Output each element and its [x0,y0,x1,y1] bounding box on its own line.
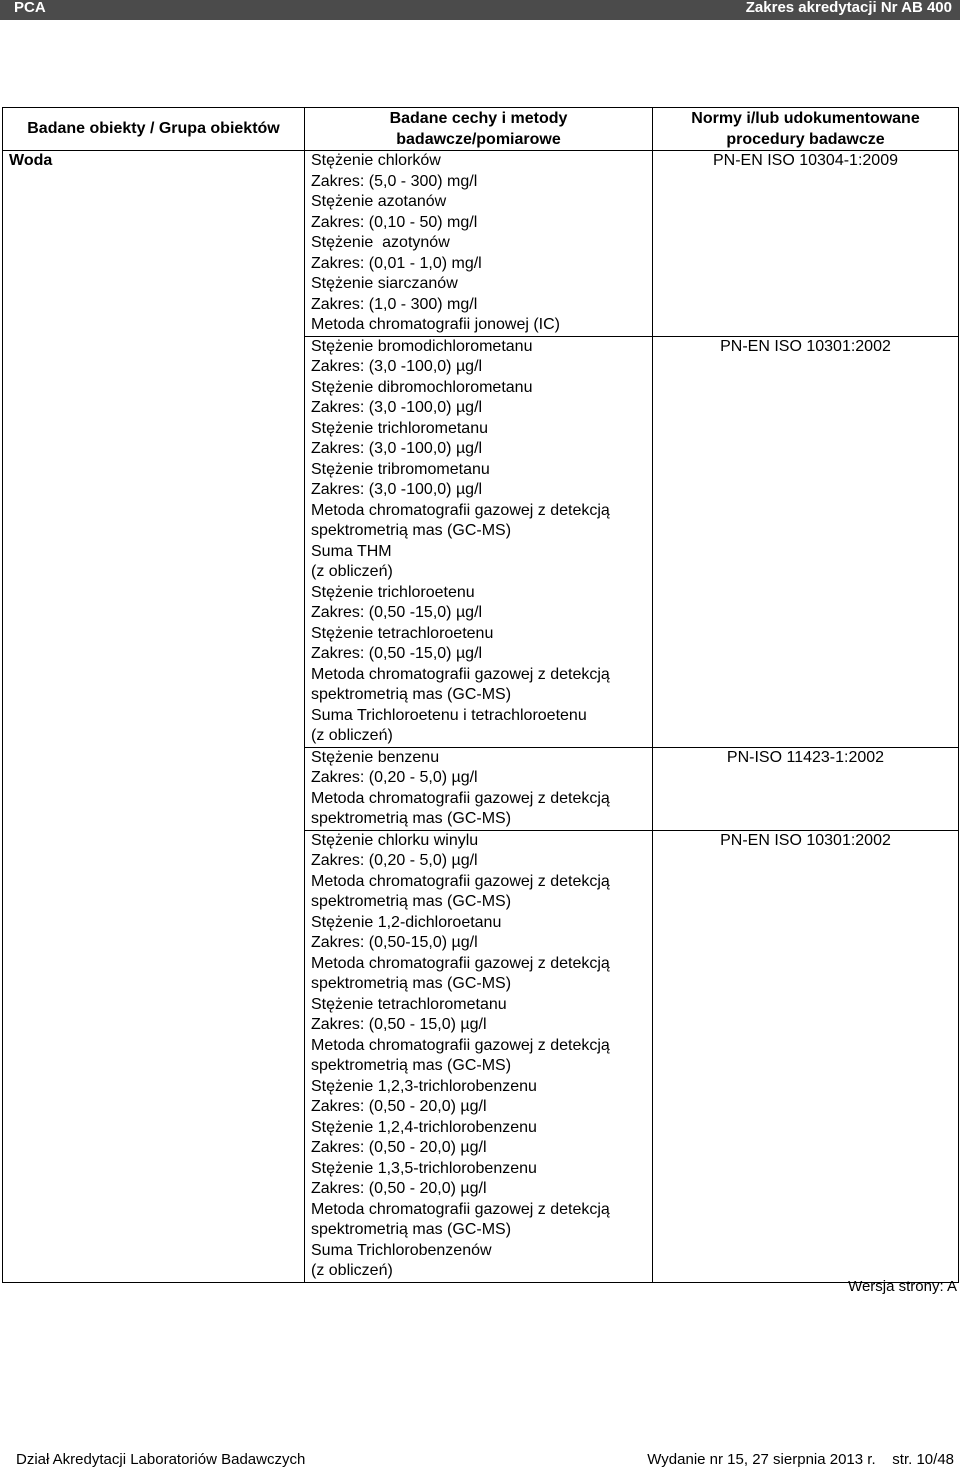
footer-edition: Wydanie nr 15, 27 sierpnia 2013 r. str. 10/48 [647,1451,954,1468]
method-line: Stężenie tetrachlorometanu [311,995,507,1013]
method-line: Suma Trichloroetenu i tetrachloroetenu [311,706,587,724]
method-line: Stężenie 1,2,3-trichlorobenzenu [311,1077,537,1095]
method-line: Stężenie chlorków [311,152,441,169]
header-org: PCA [14,0,46,16]
method-line: spektrometrią mas (GC-MS) [311,686,512,703]
method-line: spektrometrią mas (GC-MS) [311,1221,512,1238]
method-line: Zakres: (0,50 - 15,0) µg/l [311,1016,487,1033]
method-line: Metoda chromatografii gazowej z detekcją [311,789,610,807]
method-line: Metoda chromatografii gazowej z detekcją [311,1036,610,1054]
method-line: Stężenie tribromometanu [311,460,490,478]
table-header-row [3,108,959,151]
method-line: Stężenie 1,2-dichloroetanu [311,913,502,931]
method-line: Zakres: (3,0 -100,0) µg/l [311,358,483,375]
method-line: (z obliczeń) [311,727,393,744]
header-title: Zakres akredytacji Nr AB 400 [745,0,952,16]
method-line: Zakres: (0,01 - 1,0) mg/l [311,254,482,272]
methods-cell [305,336,653,747]
method-line: Zakres: (3,0 -100,0) µg/l [311,440,483,457]
method-line: Stężenie 1,3,5-trichlorobenzenu [311,1159,537,1177]
method-line: Stężenie 1,2,4-trichlorobenzenu [311,1118,537,1136]
method-line: Stężenie siarczanów [311,275,458,292]
method-line: Zakres: (5,0 - 300) mg/l [311,172,478,190]
method-line: Metoda chromatografii gazowej z detekcją [311,501,610,519]
footer-department: Dział Akredytacji Laboratoriów Badawczych [16,1451,306,1468]
method-line: spektrometrią mas (GC-MS) [311,522,512,539]
method-line: Zakres: (0,50-15,0) µg/l [311,934,478,951]
method-line: spektrometrią mas (GC-MS) [311,810,512,827]
method-line: Stężenie trichlorometanu [311,419,488,437]
method-line: Zakres: (3,0 -100,0) µg/l [311,481,483,498]
methods-cell [305,830,653,1282]
method-line: spektrometrią mas (GC-MS) [311,893,512,910]
method-line: spektrometrią mas (GC-MS) [311,1057,512,1074]
object-cell: Woda [3,151,305,1283]
method-line: Stężenie chlorku winylu [311,831,479,849]
column-header-norms: Normy i/lub udokumentowane procedury badawcze [653,108,959,151]
method-line: Zakres: (0,50 -15,0) µg/l [311,645,483,662]
method-line: Metoda chromatografii jonowej (IC) [311,316,560,333]
methods-cell [305,747,653,830]
method-line: Metoda chromatografii gazowej z detekcją [311,954,610,972]
method-line: Suma Trichlorobenzenów [311,1241,492,1259]
method-line: Stężenie benzenu [311,748,440,766]
page-header-bar [0,0,960,20]
norm-cell: PN-EN ISO 10301:2002 [653,830,959,1282]
column-header-methods: Badane cechy i metody badawcze/pomiarowe [305,108,653,151]
method-line: Stężenie dibromochlorometanu [311,378,533,396]
method-line: Stężenie azotanów [311,193,447,210]
norm-cell: PN-ISO 11423-1:2002 [653,747,959,830]
method-line: Zakres: (3,0 -100,0) µg/l [311,399,483,416]
method-line: Zakres: (0,10 - 50) mg/l [311,213,478,231]
method-line: Metoda chromatografii gazowej z detekcją [311,872,610,890]
table-body [3,151,959,1283]
table-row [3,151,959,337]
method-line: Zakres: (0,50 - 20,0) µg/l [311,1180,487,1197]
method-line: Stężenie bromodichlorometanu [311,337,533,355]
column-header-objects: Badane obiekty / Grupa obiektów [3,108,305,151]
method-line: Zakres: (0,50 - 20,0) µg/l [311,1098,487,1115]
norm-cell: PN-EN ISO 10301:2002 [653,336,959,747]
method-line: Stężenie azotynów [311,234,450,251]
method-line: (z obliczeń) [311,1262,393,1279]
page-version: Wersja strony: A [848,1278,957,1295]
method-line: Zakres: (0,50 - 20,0) µg/l [311,1139,487,1156]
method-line: Zakres: (0,20 - 5,0) µg/l [311,852,478,869]
method-line: Suma THM [311,542,392,560]
methods-cell [305,151,653,337]
method-line: (z obliczeń) [311,563,393,580]
method-line: Metoda chromatografii gazowej z detekcją [311,665,610,683]
method-line: spektrometrią mas (GC-MS) [311,975,512,992]
method-line: Stężenie trichloroetenu [311,583,475,601]
method-line: Zakres: (0,20 - 5,0) µg/l [311,769,478,786]
accreditation-table [2,107,959,1283]
norm-cell: PN-EN ISO 10304-1:2009 [653,151,959,337]
method-line: Zakres: (1,0 - 300) mg/l [311,295,478,313]
method-line: Stężenie tetrachloroetenu [311,624,494,642]
method-line: Zakres: (0,50 -15,0) µg/l [311,604,483,621]
method-line: Metoda chromatografii gazowej z detekcją [311,1200,610,1218]
